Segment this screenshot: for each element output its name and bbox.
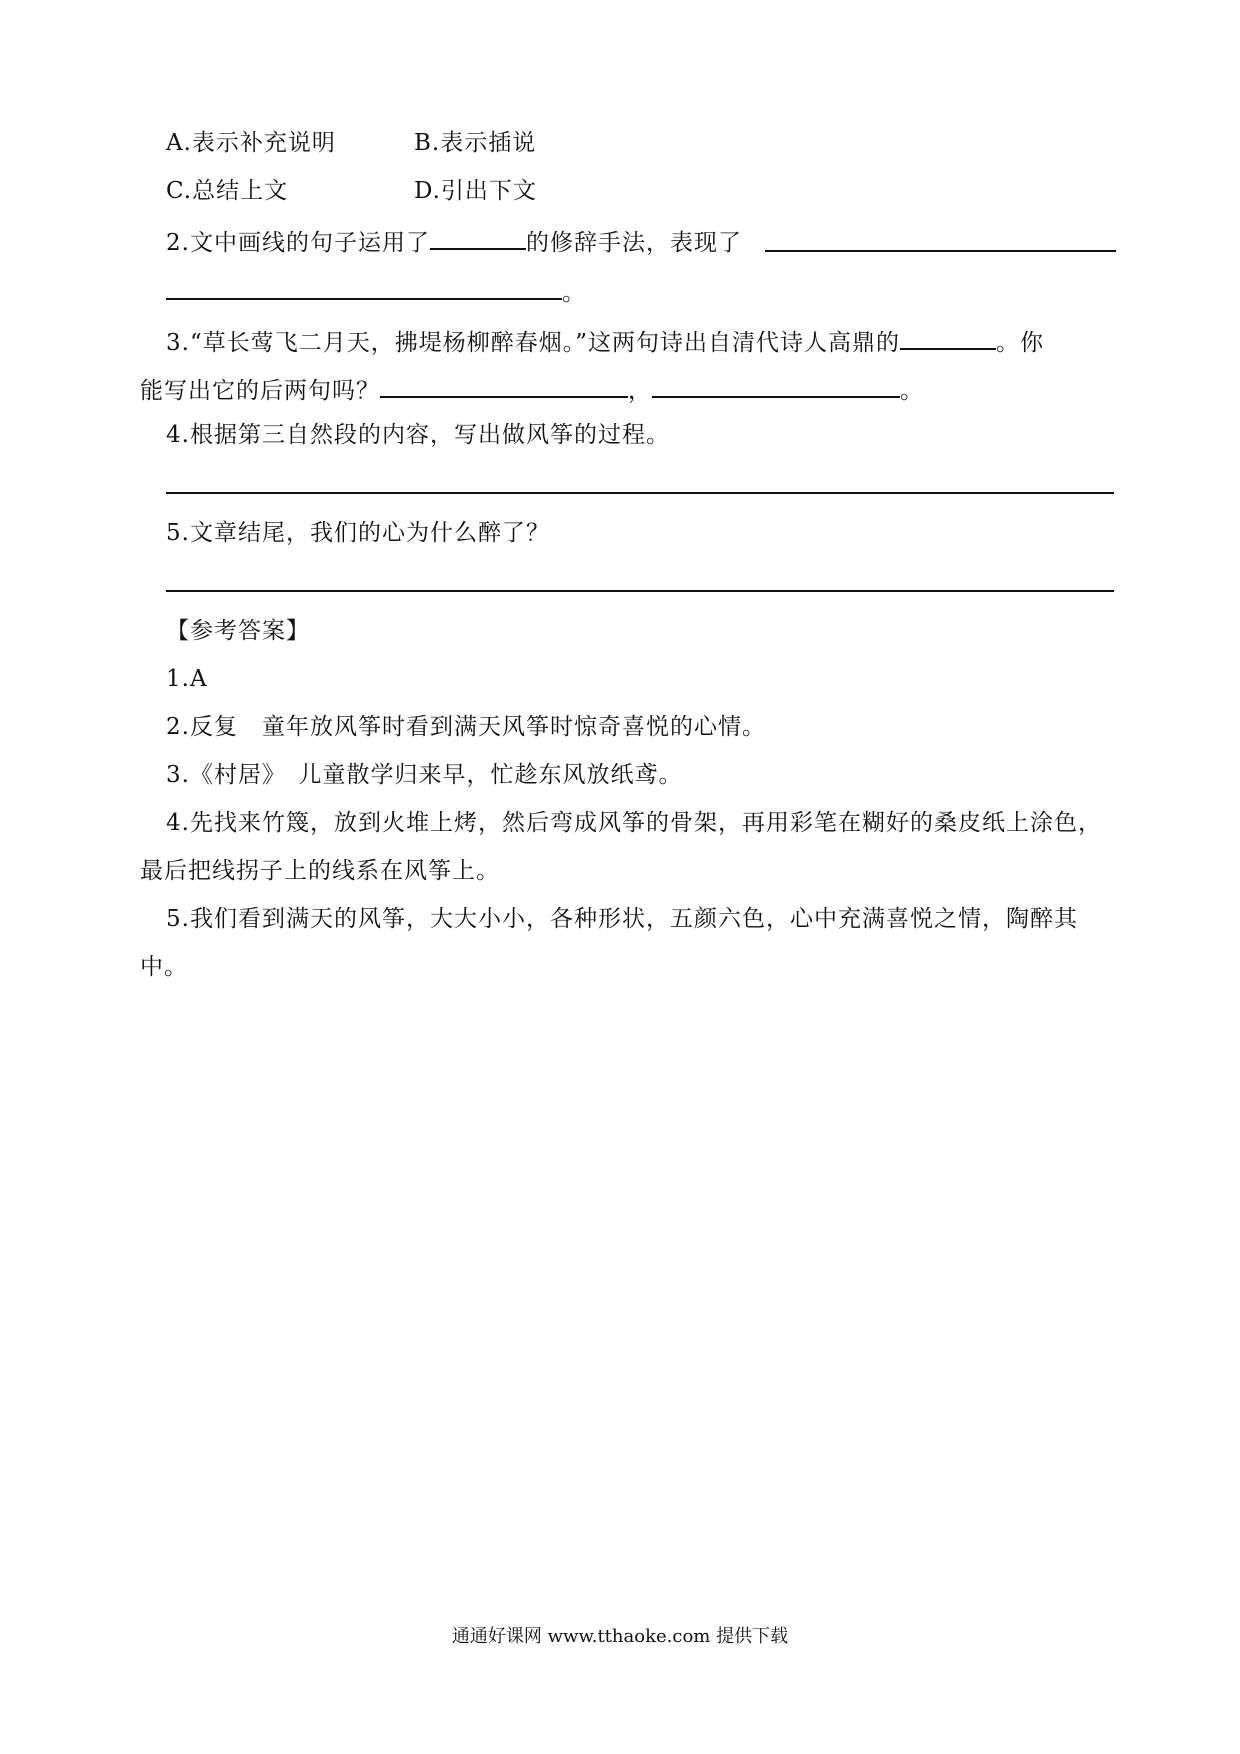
answer-4-line2: 最后把线拐子上的线系在风筝上。 [140, 858, 500, 884]
answer-blank[interactable] [652, 372, 900, 398]
question-3-line1b: 。你 [995, 330, 1044, 356]
question-2-part1: 2.文中画线的句子运用了 [166, 230, 430, 256]
question-2-part2: 的修辞手法，表现了 [525, 230, 742, 256]
question-5: 5.文章结尾，我们的心为什么醉了？ [166, 520, 550, 546]
answer-blank[interactable] [430, 224, 526, 250]
question-2 [166, 224, 742, 258]
answer-blank[interactable] [765, 250, 1116, 252]
answer-blank[interactable] [900, 324, 996, 350]
question-3-line1a: 3.“草长莺飞二月天，拂堤杨柳醉春烟。”这两句诗出自清代诗人高鼎的 [166, 330, 900, 356]
answer-1: 1.A [166, 666, 208, 692]
question-3-line2 [140, 372, 924, 406]
answer-3: 3.《村居》 儿童散学归来早，忙趁东风放纸鸢。 [166, 762, 683, 788]
question-2-end: 。 [562, 280, 586, 306]
answer-2: 2.反复 童年放风筝时看到满天风筝时惊奇喜悦的心情。 [166, 714, 766, 740]
option-d: D.引出下文 [414, 178, 537, 204]
option-a: A.表示补充说明 [166, 130, 336, 156]
option-b: B.表示插说 [414, 130, 537, 156]
answer-4-line1: 4.先找来竹篾，放到火堆上烤，然后弯成风筝的骨架，再用彩笔在糊好的桑皮纸上涂色， [166, 810, 1102, 836]
question-3 [166, 324, 1044, 358]
answer-line[interactable] [166, 590, 1114, 592]
answer-blank[interactable] [166, 274, 562, 300]
question-3-end: 。 [900, 378, 924, 404]
answers-heading: 【参考答案】 [166, 618, 310, 644]
option-c: C.总结上文 [166, 178, 289, 204]
answer-5-line2: 中。 [140, 954, 188, 980]
footer-credit: 通通好课网 www.tthaoke.com 提供下载 [451, 1626, 789, 1647]
question-2-line2 [166, 274, 586, 308]
answer-5-line1: 5.我们看到满天的风筝，大大小小，各种形状，五颜六色，心中充满喜悦之情，陶醉其 [166, 906, 1078, 932]
question-3-comma: ， [628, 378, 652, 404]
answer-line[interactable] [166, 492, 1114, 494]
question-4: 4.根据第三自然段的内容，写出做风筝的过程。 [166, 422, 670, 448]
question-3-line2a: 能写出它的后两句吗？ [140, 378, 380, 404]
answer-blank[interactable] [380, 372, 628, 398]
